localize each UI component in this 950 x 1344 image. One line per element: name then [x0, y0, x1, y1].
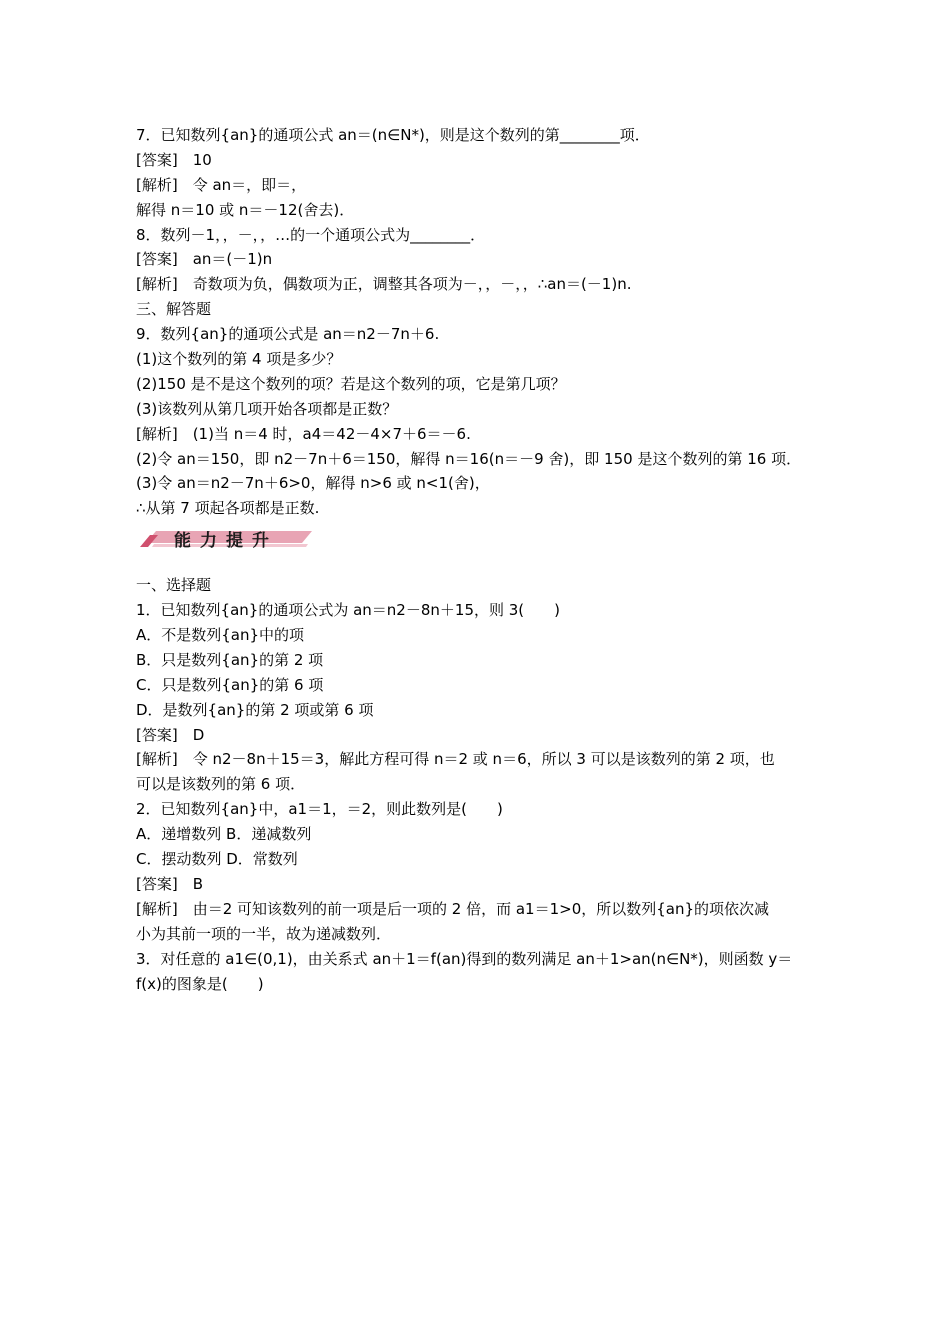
text-line: [答案] an＝(－1)n: [136, 250, 273, 269]
text-line: [解析] 令 an＝，即＝，: [136, 175, 307, 194]
text-line: C．只是数列{an}的第 6 项: [136, 675, 324, 694]
text-line: 8．数列－1，，－，，…的一个通项公式为________．: [136, 225, 486, 244]
document-page: [136, 123, 826, 996]
text-line: 小为其前一项的一半，故为递减数列．: [136, 924, 392, 943]
banner-title: 能力提升: [174, 531, 278, 552]
text-line: B．只是数列{an}的第 2 项: [136, 650, 324, 669]
text-line: (3)令 an＝n2－7n＋6>0，解得 n>6 或 n<1(舍)，: [136, 474, 490, 493]
text-line: D．是数列{an}的第 2 项或第 6 项: [136, 700, 374, 719]
text-line: [解析] 奇数项为负，偶数项为正，调整其各项为－，，－，，∴an＝(－1)n.: [136, 275, 632, 294]
text-line: 2．已知数列{an}中，a1＝1，＝2，则此数列是( ): [136, 800, 503, 819]
text-line: ∴从第 7 项起各项都是正数.: [136, 499, 320, 518]
text-line: [解析] (1)当 n＝4 时，a4＝42－4×7＋6＝－6.: [136, 424, 471, 443]
text-line: 一、选择题: [136, 576, 212, 595]
text-line: 1．已知数列{an}的通项公式为 an＝n2－8n＋15，则 3( ): [136, 601, 561, 620]
text-line: [答案] D: [136, 725, 205, 744]
text-line: f(x)的图象是( ): [136, 974, 264, 993]
text-line: 9．数列{an}的通项公式是 an＝n2－7n＋6.: [136, 325, 440, 344]
text-line: [答案] 10: [136, 150, 212, 169]
section-basic-exercises: [136, 123, 826, 521]
text-line: (2)令 an＝150，即 n2－7n＋6＝150，解得 n＝16(n＝－9 舍)，即 150 是这个数列的第 16 项．: [136, 449, 802, 468]
text-line: (1)这个数列的第 4 项是多少？: [136, 350, 342, 369]
text-line: A．递增数列 B．递减数列: [136, 825, 312, 844]
text-line: (3)该数列从第几项开始各项都是正数？: [136, 399, 398, 418]
text-line: [解析] 令 n2－8n＋15＝3，解此方程可得 n＝2 或 n＝6，所以 3 可以是该数列的第 2 项，也: [136, 750, 775, 769]
text-line: C．摆动数列 D．常数列: [136, 850, 298, 869]
text-line: 7．已知数列{an}的通项公式 an＝(n∈N*)，则是这个数列的第________项．: [136, 126, 650, 144]
ability-banner: [136, 521, 826, 573]
section-ability-exercises: [136, 573, 826, 996]
text-line: [解析] 由＝2 可知该数列的前一项是后一项的 2 倍，而 a1＝1>0，所以数列{an}的项依次减: [136, 899, 770, 918]
text-line: 3．对任意的 a1∈(0,1)，由关系式 an＋1＝f(an)得到的数列满足 an＋1>an(n∈N*)，则函数 y＝: [136, 949, 793, 968]
text-line: 可以是该数列的第 6 项．: [136, 775, 306, 794]
text-line: A．不是数列{an}中的项: [136, 626, 305, 645]
text-line: 三、解答题: [136, 300, 212, 319]
text-line: (2)150 是不是这个数列的项？若是这个数列的项，它是第几项？: [136, 374, 566, 393]
text-line: [答案] B: [136, 874, 203, 893]
text-line: 解得 n＝10 或 n＝－12(舍去)．: [136, 200, 355, 219]
